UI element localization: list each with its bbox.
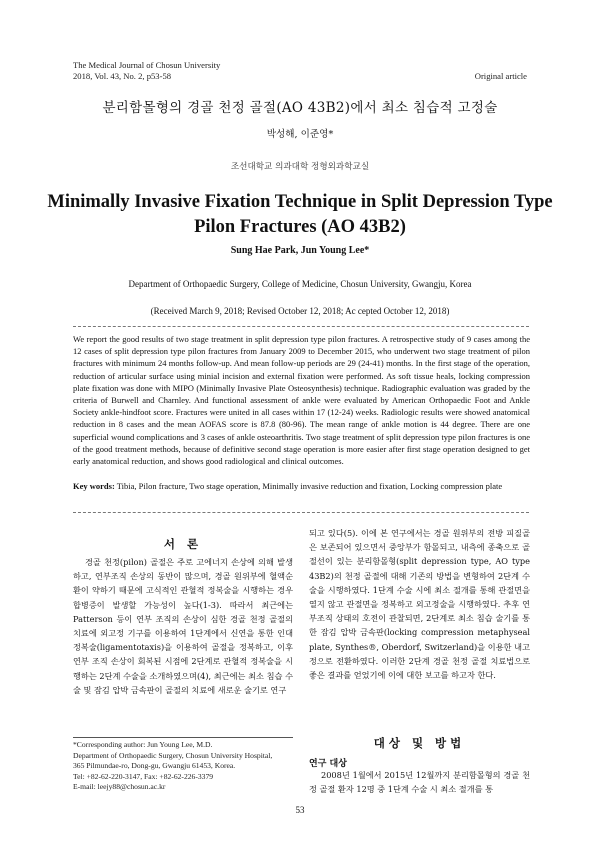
- article-type: Original article: [474, 71, 527, 81]
- received-dates: (Received March 9, 2018; Revised October 12, 2018; Ac cepted October 12, 2018): [150, 306, 450, 316]
- english-title: [40, 190, 560, 240]
- english-title-line2: Pilon Fractures (AO 43B2): [194, 217, 406, 237]
- journal-name: The Medical Journal of Chosun University: [73, 60, 221, 70]
- keywords-label: Key words:: [73, 481, 115, 491]
- subjects-body: [309, 768, 530, 796]
- footnote-department: Department of Orthopaedic Surgery, Chosun University Hospital,: [73, 750, 273, 760]
- keywords-text: Tibia, Pilon fracture, Two stage operation, Minimally invasive reduction and fixation, Locking compression plate: [116, 481, 503, 491]
- intro-continued-paragraph: 되고 있다(5). 이에 본 연구에서는 경골 원위부의 전방 피질골은 보존되어 있으면서 중앙부가 함몰되고, 내측에 종축으로 골절선이 있는 분리함몰형(split depression type, AO type 43B2)의 천정 골절에 대해 기존의 방법을 변형하여 2단계 수술을 시행하였다. 1단계 수술 시에 최소 절개를 통해 관절면을 열지 않고 관절면을 정복하고 외고정술을 시행하였다. 추후 연부조직 상태의 호전이 관찰되면, 2단계로 최소 침습 술기를 통한 잠김 압박 금속판(locking compression metaphyseal plate, Synthes®, Oberdorf, Switzerland)을 이용한 내고정으로 전환하였다. 이러한 2단계 경골 천정 골절 치료법으로 좋은 결과를 얻었기에 이에 대한 보고를 하고자 한다.: [309, 528, 530, 681]
- page-number: 53: [295, 805, 305, 815]
- korean-title: 분리함몰형의 경골 천정 골절(AO 43B2)에서 최소 침습적 고정술: [102, 100, 498, 116]
- right-column-body: [309, 526, 530, 682]
- abstract: [73, 333, 530, 467]
- english-title-line1: Minimally Invasive Fixation Technique in Split Depression Type: [47, 192, 553, 212]
- footnote-corresponding: *Corresponding author: Jun Young Lee, M.D.: [73, 740, 213, 749]
- footnote: [73, 740, 293, 793]
- abstract-top-divider: [73, 326, 529, 327]
- abstract-bottom-divider: [73, 512, 529, 513]
- english-authors: Sung Hae Park, Jun Young Lee*: [230, 245, 370, 256]
- subjects-subheading: 연구 대상: [309, 759, 347, 769]
- english-affiliation: Department of Orthopaedic Surgery, College of Medicine, Chosun University, Gwangju, Korea: [128, 279, 472, 289]
- intro-heading: 서 론: [163, 537, 203, 551]
- footnote-divider: [73, 737, 293, 738]
- keywords: [73, 480, 530, 492]
- intro-paragraph: 경골 천정(pilon) 골절은 주로 고에너지 손상에 의해 발생하고, 연부조직 손상의 동반이 많으며, 경골 원위부에 혈액순환이 약하기 때문에 고식적인 관혈적 정복술을 시행하는 경우 합병증이 발생할 가능성이 높다(1-3). 따라서 최근에는 Patterson 등이 연부 조직의 손상이 심한 경골 천정 골절의 치료에 외고정 기구를 이용하여 1단계에서 신연을 통한 인대 정복술(ligamentotaxis)을 이용하여 골절을 정복하고, 이후 연부 조직 손상이 회복된 시점에 2단계로 관혈적 정복술을 시행하는 2단계 수술을 소개하였으며(4), 최근에는 최소 침습 수술 및 잠김 압박 금속판이 골절의 치료에 새로운 술기로 연구: [73, 557, 293, 695]
- subjects-paragraph: 2008년 1월에서 2015년 12월까지 분리함몰형의 경골 천정 골절 환자 12명 중 1단계 수술 시 최소 절개를 통: [309, 770, 530, 795]
- footnote-email: E-mail: leejy88@chosun.ac.kr: [73, 782, 166, 792]
- footnote-phone: Tel: +82-62-220-3147, Fax: +82-62-226-3379: [73, 771, 214, 781]
- footnote-address: 365 Pilmundae-ro, Dong-gu, Gwangju 61453, Korea.: [73, 761, 236, 771]
- intro-body: [73, 555, 293, 697]
- journal-volume: 2018, Vol. 43, No. 2, p53-58: [73, 71, 172, 81]
- korean-authors: 박성해, 이준영*: [266, 129, 334, 140]
- korean-affiliation: 조선대학교 의과대학 정형외과학교실: [230, 162, 370, 172]
- abstract-text: We report the good results of two stage treatment in split depression type pilon fractures. A retrospective study of 9 cases among the 12 cases of split depression type pilon fractures from January 2009 to December 2015, who underwent two stage treatment of pilon fractures with minimum 24 months follow-up. And mean follow-up periods are 29 (24-41) months. In the first stage of the operation, reduction of articular surface using minial incision and external fixation were performed. As soft tissue heals, locking compression plate fixation was done with MIPO (Minimally Invasive Plate Osteosynthesis) technique. Radiographic evaluation was graded by the criteria of Burwell and Charnley. And functional assessment of ankle were evaluated by American Orthopaedic Foot and Ankle Society ankle-hindfoot score. Fractures were united in all cases within 17 (12-24) weeks. Radiologic results were showed anatomical reduction in 8 cases and the mean AOFAS score is 87.8 (80-96). The mean range of ankle motion is 44 degree. There are one superficial wound complications and 3 cases of ankle osteoarthritis. Two stage treatment of split depression type pilon fractures is one of the good treatment methods, because of definitive second stage operation is more easier after first stage operation designed to get early anatomical reduction, and shows good radiological and clinical outcomes.: [73, 334, 530, 467]
- methods-heading: 대상 및 방법: [373, 736, 466, 750]
